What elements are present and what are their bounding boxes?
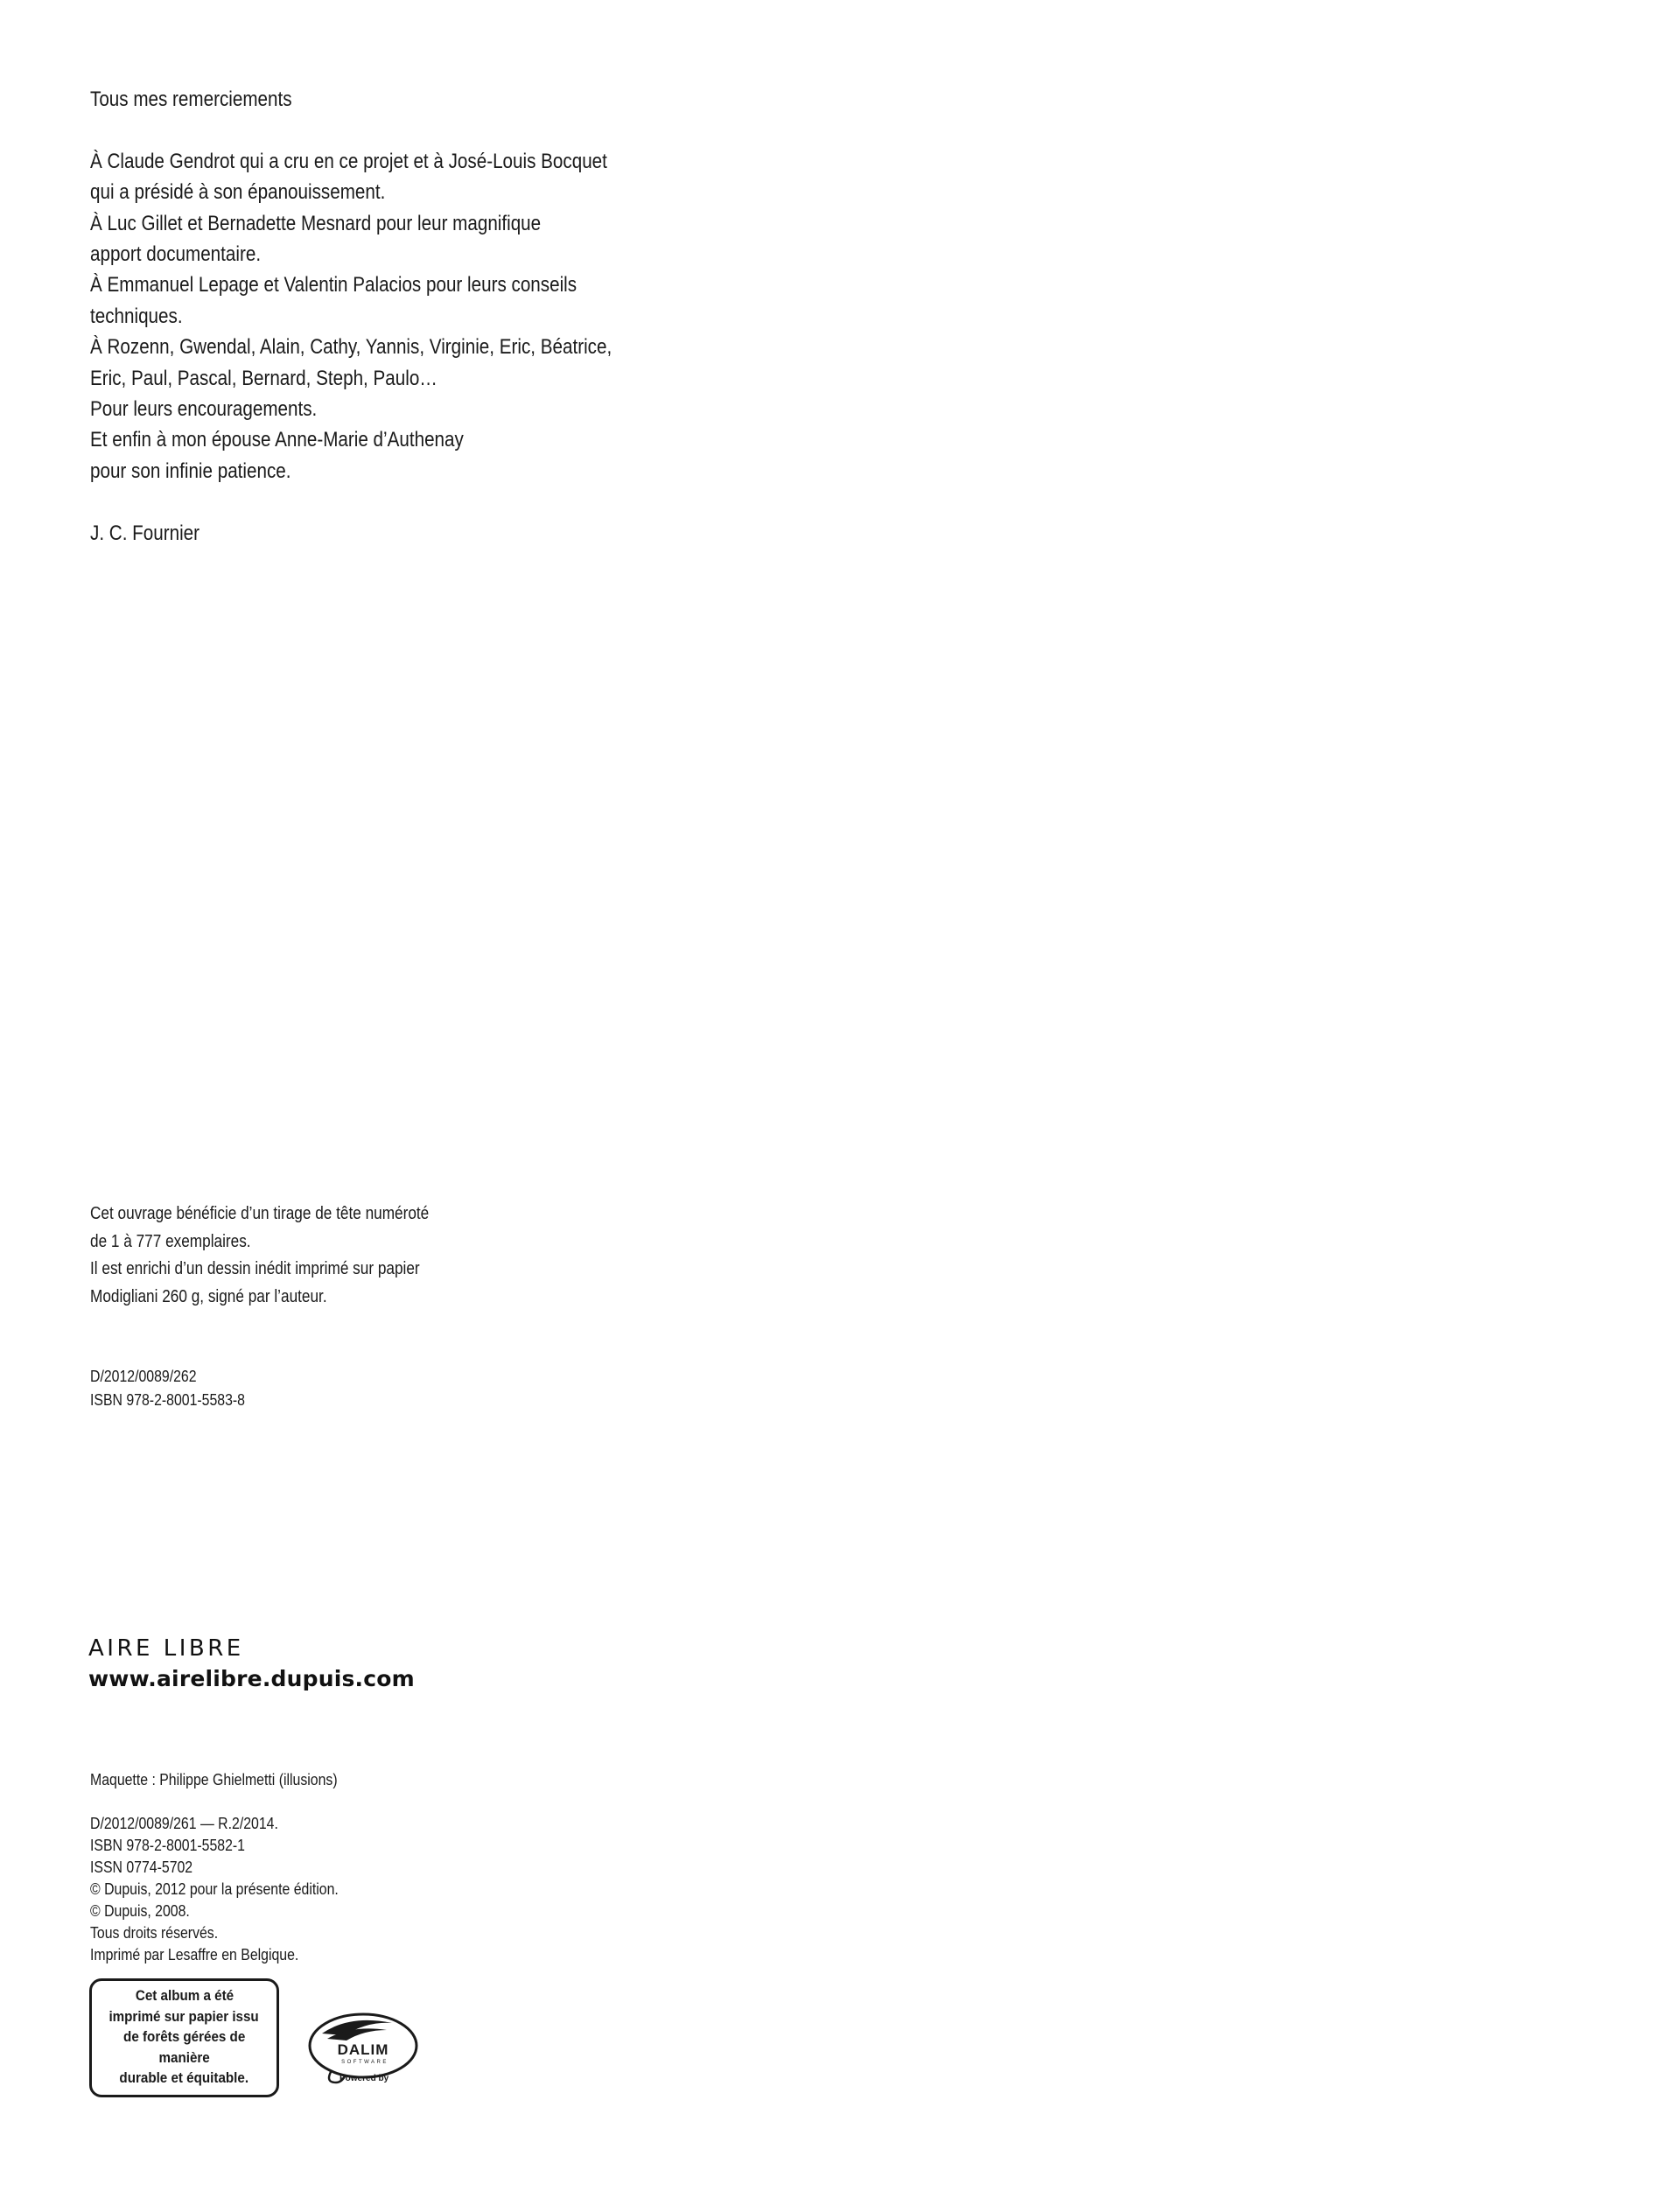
powered-by-label: Powered by [340,2074,389,2083]
credits-block [90,1769,339,1966]
acknowledgements [90,84,662,549]
eco-badge-line: de forêts gérées de [122,2029,246,2046]
acknowledgement-line: techniques. [90,304,183,328]
acknowledgement-line: À Emmanuel Lepage et Valentin Palacios pour leurs conseils [90,273,578,298]
collection-name: AIRE LIBRE [88,1635,244,1662]
layout-credit: Maquette : Philippe Ghielmetti (illusions) [90,1771,338,1788]
acknowledgement-line: À Claude Gendrot qui a cru en ce projet et à José-Louis Bocquet [90,149,607,173]
acknowledgement-line: pour son infinie patience. [90,458,291,483]
acknowledgement-line: À Rozenn, Gwendal, Alain, Cathy, Yannis, Virginie, Eric, Béatrice, [90,335,612,360]
edition-note-line: de 1 à 777 exemplaires. [90,1231,251,1251]
eco-badge-line: Cet album a été [135,1988,234,2005]
rights-notice: Tous droits réservés. [90,1924,219,1942]
legal-deposit: D/2012/0089/261 — R.2/2014. [90,1815,278,1832]
edition-note-line: Il est enrichi d’un dessin inédit imprimé sur papier [90,1259,420,1278]
eco-badge-line: durable et équitable. [119,2070,249,2087]
acknowledgement-line: Eric, Paul, Pascal, Bernard, Steph, Paulo… [90,366,438,390]
acknowledgement-line: À Luc Gillet et Bernadette Mesnard pour leur magnifique [90,211,542,235]
issn: ISSN 0774-5702 [90,1858,193,1876]
acknowledgement-line: Et enfin à mon épouse Anne-Marie d’Authenay [90,428,464,452]
collection-block [88,1634,415,1695]
legal-deposit: D/2012/0089/262 [90,1368,197,1385]
isbn: ISBN 978-2-8001-5583-8 [90,1391,246,1409]
acknowledgement-line: Pour leurs encouragements. [90,397,318,422]
limited-edition-note [90,1200,429,1311]
limited-edition-legal [90,1365,245,1412]
edition-note-line: Modigliani 260 g, signé par l’auteur. [90,1286,327,1306]
author-signature: J. C. Fournier [90,521,200,545]
edition-note-line: Cet ouvrage bénéficie d’un tirage de tête numéroté [90,1204,430,1223]
acknowledgement-line: qui a présidé à son épanouissement. [90,180,386,205]
eco-paper-badge [89,1978,279,2097]
acknowledgements-heading: Tous mes remerciements [90,88,292,111]
isbn: ISBN 978-2-8001-5582-1 [90,1837,246,1854]
copyright-original: © Dupuis, 2008. [90,1902,190,1920]
eco-badge-line: imprimé sur papier issu [108,2008,260,2025]
dalim-brand-text: DALIM [337,2041,389,2058]
copyright-edition: © Dupuis, 2012 pour la présente édition. [90,1880,339,1898]
eco-badge-line: manière [158,2049,210,2066]
printer-notice: Imprimé par Lesaffre en Belgique. [90,1946,299,1964]
collection-url[interactable]: www.airelibre.dupuis.com [88,1666,415,1691]
dalim-subtitle-text: SOFTWARE [341,2060,388,2065]
acknowledgement-line: apport documentaire. [90,242,262,267]
